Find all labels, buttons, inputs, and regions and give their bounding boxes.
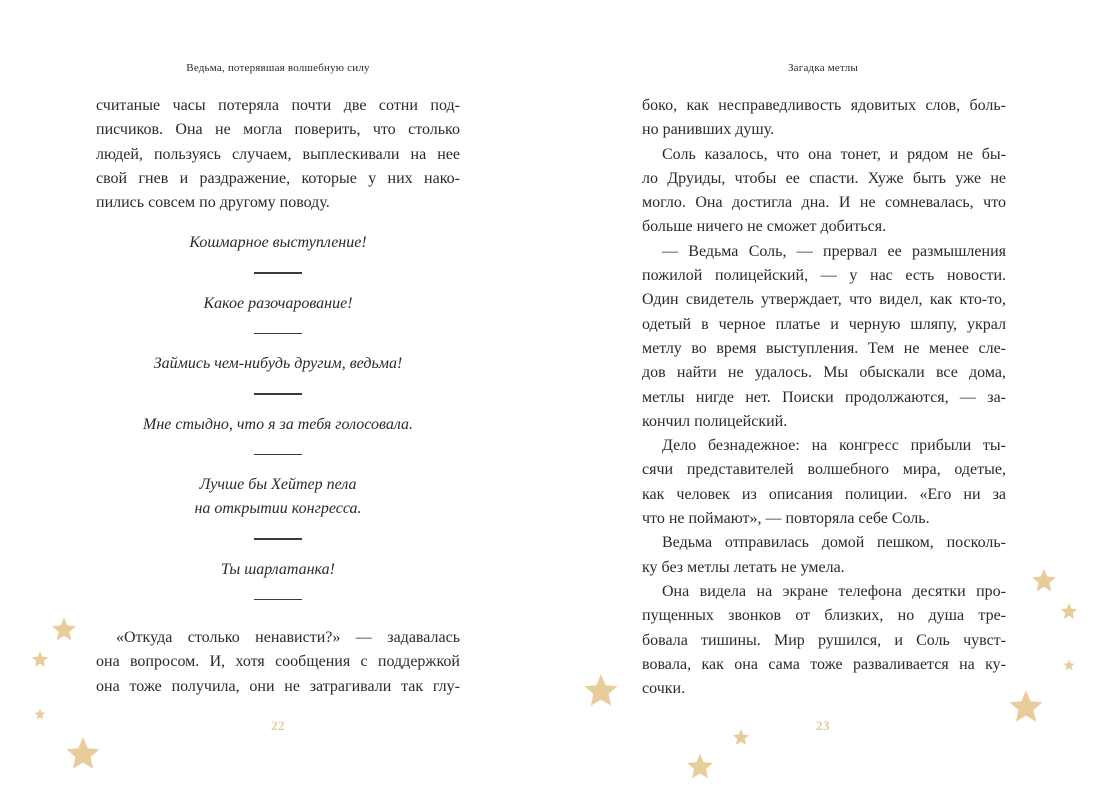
text-line: «Откуда столько ненависти?» — задавалась xyxy=(116,629,460,646)
text-line: людей, пользуясь случаем, выплескивали на нее xyxy=(96,145,460,163)
text-line: — Ведьма Соль, — прервал ее размышления xyxy=(662,242,1006,260)
star-icon xyxy=(65,735,101,771)
text-line: сячи представителей волшебного мира, одетые, xyxy=(642,461,1006,479)
text-line: писчиков. Она не могла поверить, что столько xyxy=(96,121,460,139)
text-line: вовала, как она сама тоже разваливается на ку- xyxy=(642,655,1006,673)
star-icon xyxy=(1063,659,1075,671)
star-icon xyxy=(732,728,750,746)
text-line: боко, как несправедливость ядовитых слов, боль- xyxy=(642,97,1006,114)
text-line: как человек из описания полиции. «Его ни за xyxy=(642,485,1006,503)
right-page xyxy=(550,0,1100,797)
divider xyxy=(254,393,302,395)
text-line: она вопросом. И, хотя сообщения с поддержкой xyxy=(96,653,460,671)
body-text-opening xyxy=(96,94,460,215)
comment-text: Кошмарное выступление! xyxy=(189,234,367,251)
text-line: одетый в черное платье и черную шляпу, украл xyxy=(642,315,1006,333)
text-line: Дело безнадежное: на конгресс прибыли ты- xyxy=(662,437,1006,455)
text-line: метлу во время выступления. Тем не менее сле- xyxy=(642,339,1006,357)
text-line: могло. Она достигла дна. И не сомневалась, что xyxy=(642,194,1006,212)
page-number: 23 xyxy=(816,718,830,733)
text-line: считаные часы потеряла почти две сотни под- xyxy=(96,97,460,114)
divider xyxy=(254,599,302,601)
text-line: пились совсем по другому поводу. xyxy=(96,194,330,212)
star-icon xyxy=(31,650,49,668)
text-line: ку без метлы летать не умела. xyxy=(642,558,845,576)
text-line: метлы нигде нет. Поиски продолжаются, — за- xyxy=(642,388,1006,406)
divider xyxy=(254,454,302,456)
text-line: пожилой полицейский, — у нас есть новости. xyxy=(642,267,1006,285)
text-line: ло Друиды, чтобы ее спасти. Хуже быть уже не xyxy=(642,169,1006,187)
star-icon xyxy=(1060,602,1078,620)
text-line: Соль казалось, что она тонет, и рядом не бы- xyxy=(662,145,1006,163)
comment-text: Какое разочарование! xyxy=(203,294,353,312)
text-line: сочки. xyxy=(642,680,686,698)
text-line: пущенных звонков от близких, но душа тре- xyxy=(642,607,1006,625)
text-line: кончил полицейский. xyxy=(642,412,788,430)
running-head: Загадка метлы xyxy=(787,62,859,74)
text-line: что не поймают», — повторяла себе Соль. xyxy=(642,510,930,528)
star-icon xyxy=(686,752,714,780)
text-line: свой гнев и раздражение, которые у них нако- xyxy=(96,169,460,187)
text-line: бовала тишины. Мир рушился, и Соль чувст- xyxy=(642,631,1006,649)
comment-multiline xyxy=(96,473,460,521)
comment-text: Мне стыдно, что я за тебя голосовала. xyxy=(142,415,413,433)
divider xyxy=(254,333,302,335)
text-line: больше ничего не сможет добиться. xyxy=(642,218,887,236)
social-comments-list xyxy=(96,231,460,618)
text-line: она тоже получила, они не затрагивали так глу- xyxy=(96,677,460,695)
star-icon xyxy=(1031,567,1057,593)
body-text-closing xyxy=(96,626,460,699)
body-text xyxy=(642,94,1006,701)
text-line: дов найти не удалось. Мы обыскали все дома, xyxy=(642,364,1006,382)
star-icon xyxy=(34,708,46,720)
divider xyxy=(254,538,302,540)
page-number: 22 xyxy=(271,718,285,733)
comment-text: Ты шарлатанка! xyxy=(221,560,335,578)
star-icon xyxy=(51,616,77,642)
comment-text: Займись чем-нибудь другим, ведьма! xyxy=(153,355,403,372)
star-icon xyxy=(583,672,619,708)
comment-text: Лучше бы Хейтер пела xyxy=(199,476,357,493)
text-line: Она видела на экране телефона десятки про- xyxy=(662,582,1006,600)
running-head: Ведьма, потерявшая волшебную силу xyxy=(186,62,370,74)
text-line: Один свидетель утверждает, что видел, как кто-то, xyxy=(642,291,1006,309)
comment-text: на открытии конгресса. xyxy=(194,500,362,517)
text-line: но ранивших душу. xyxy=(642,121,775,139)
star-icon xyxy=(1008,688,1044,724)
divider xyxy=(254,272,302,274)
text-line: Ведьма отправилась домой пешком, посколь- xyxy=(662,534,1006,552)
